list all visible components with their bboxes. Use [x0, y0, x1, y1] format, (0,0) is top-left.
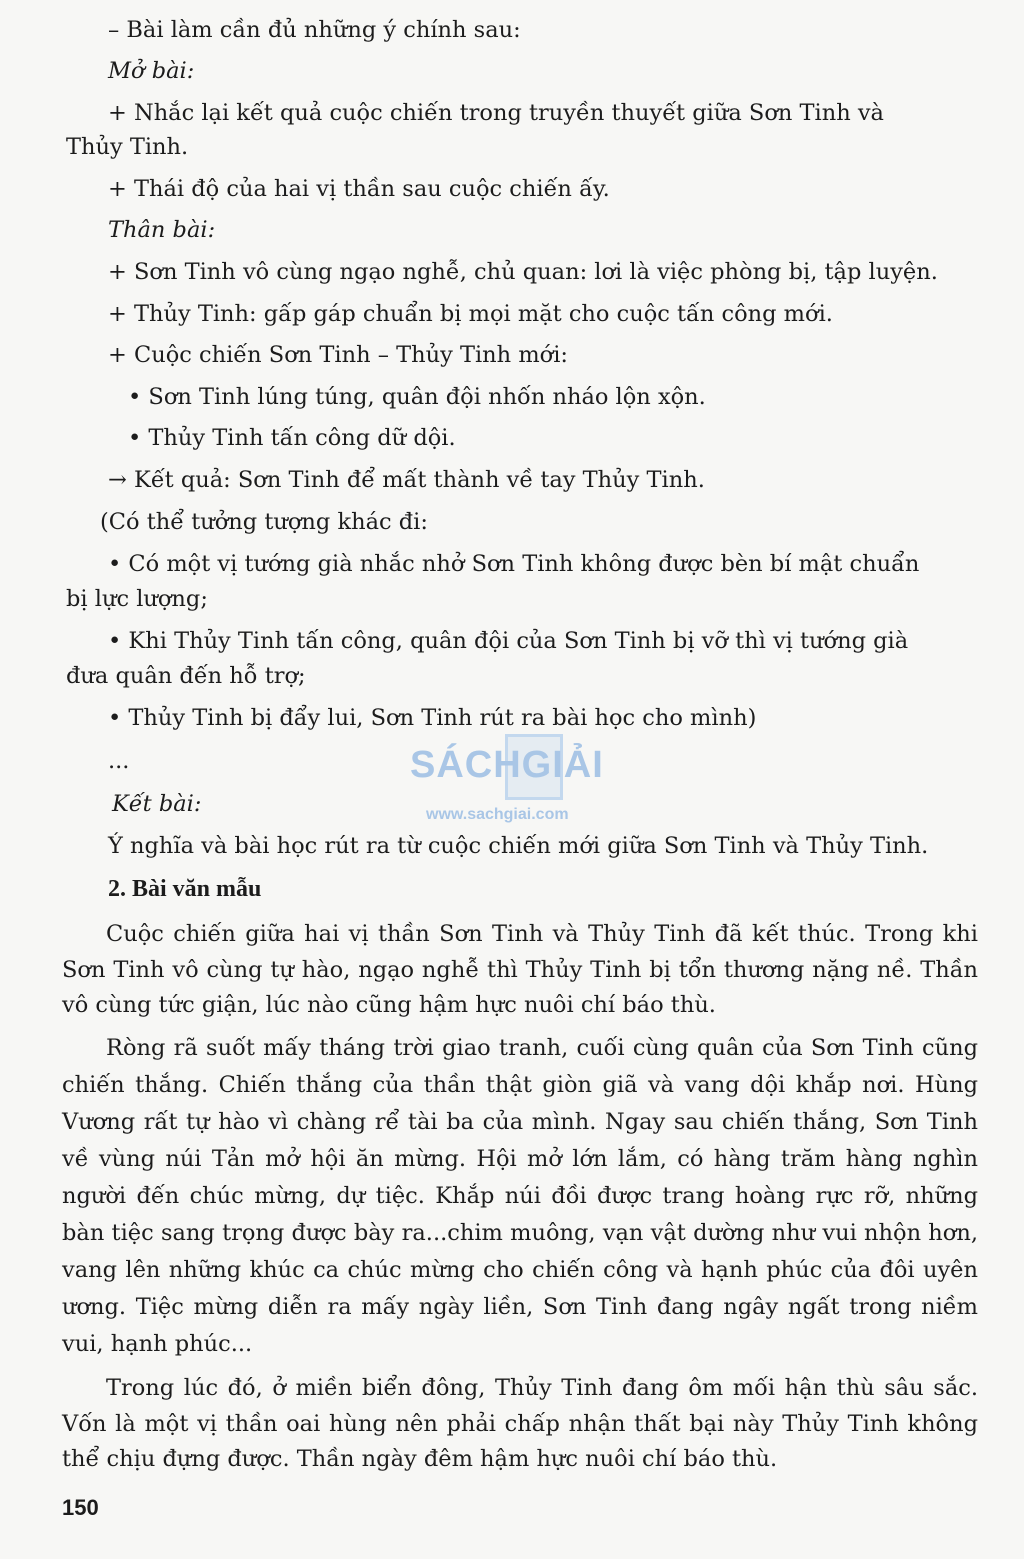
watermark: [400, 734, 620, 824]
mo-bai-heading: Mở bài:: [108, 58, 195, 84]
than-bai-point-2: + Thủy Tinh: gấp gáp chuẩn bị mọi mặt cho cuộc tấn công mới.: [108, 301, 833, 327]
than-bai-point-3: + Cuộc chiến Sơn Tinh – Thủy Tinh mới:: [108, 342, 568, 368]
alt-point-3: • Thủy Tinh bị đẩy lui, Sơn Tinh rút ra bài học cho mình): [108, 705, 757, 731]
page-number: 150: [62, 1495, 99, 1520]
essay-paragraph-3: Trong lúc đó, ở miền biển đông, Thủy Tinh đang ôm mối hận thù sâu sắc. Vốn là một vị thần oai hùng nên phải chấp nhận thất bại này Thủy Tinh không thể chịu đựng được. Thần ngày đêm hậm hực nuôi chí báo thù.: [62, 1375, 978, 1472]
mo-bai-point-1-cont: Thủy Tinh.: [66, 134, 189, 160]
alt-intro: (Có thể tưởng tượng khác đi:: [100, 509, 428, 535]
than-bai-bullet-1: • Sơn Tinh lúng túng, quân đội nhốn nháo lộn xộn.: [128, 384, 706, 410]
alt-point-1-cont: bị lực lượng;: [66, 586, 208, 612]
than-bai-bullet-2: • Thủy Tinh tấn công dữ dội.: [128, 425, 456, 451]
outline-intro: – Bài làm cần đủ những ý chính sau:: [108, 17, 521, 43]
essay-paragraph-2: Ròng rã suốt mấy tháng trời giao tranh, cuối cùng quân của Sơn Tinh cũng chiến thắng. Chiến thắng của thần thật giòn giã và vang dội khắp nơi. Hùng Vương rất tự hào vì chàng rể tài ba của mình. Ngay sau chiến thắng, Sơn Tinh về vùng núi Tản mở hội ăn mừng. Hội mở lớn lắm, có hàng trăm hàng nghìn người đến chúc mừng, dự tiệc. Khắp núi đồi được trang hoàng rực rỡ, những bàn tiệc sang trọng được bày ra...chim muông, vạn vật dường như vui nhộn hơn, vang lên những khúc ca chúc mừng cho chiến công và hạnh phúc của đôi uyên ương. Tiệc mừng diễn ra mấy ngày liền, Sơn Tinh đang ngây ngất trong niềm vui, hạnh phúc...: [62, 1035, 978, 1357]
alt-point-2-cont: đưa quân đến hỗ trợ;: [66, 663, 306, 689]
essay-paragraph-1: Cuộc chiến giữa hai vị thần Sơn Tinh và Thủy Tinh đã kết thúc. Trong khi Sơn Tinh vô cùng tự hào, ngạo nghễ thì Thủy Tinh bị tổn thương nặng nề. Thần vô cùng tức giận, lúc nào cũng hậm hực nuôi chí báo thù.: [62, 921, 978, 1018]
than-bai-heading: Thân bài:: [108, 217, 216, 243]
than-bai-point-1: + Sơn Tinh vô cùng ngạo nghễ, chủ quan: lơi là việc phòng bị, tập luyện.: [108, 259, 938, 285]
essay-heading: 2. Bài văn mẫu: [108, 876, 262, 902]
watermark-brand: SÁCHGIẢI: [410, 744, 604, 786]
mo-bai-point-2: + Thái độ của hai vị thần sau cuộc chiến ấy.: [108, 176, 610, 202]
watermark-url: www.sachgiai.com: [426, 806, 569, 823]
than-bai-result: → Kết quả: Sơn Tinh để mất thành về tay Thủy Tinh.: [108, 467, 705, 493]
ket-bai-point-1: Ý nghĩa và bài học rút ra từ cuộc chiến mới giữa Sơn Tinh và Thủy Tinh.: [108, 833, 929, 859]
ellipsis: ...: [108, 748, 130, 774]
alt-point-2: • Khi Thủy Tinh tấn công, quân đội của Sơn Tinh bị vỡ thì vị tướng già: [108, 628, 909, 654]
alt-point-1: • Có một vị tướng già nhắc nhở Sơn Tinh không được bèn bí mật chuẩn: [108, 551, 920, 577]
ket-bai-heading: Kết bài:: [112, 791, 202, 817]
mo-bai-point-1: + Nhắc lại kết quả cuộc chiến trong truyền thuyết giữa Sơn Tinh và: [108, 100, 884, 126]
